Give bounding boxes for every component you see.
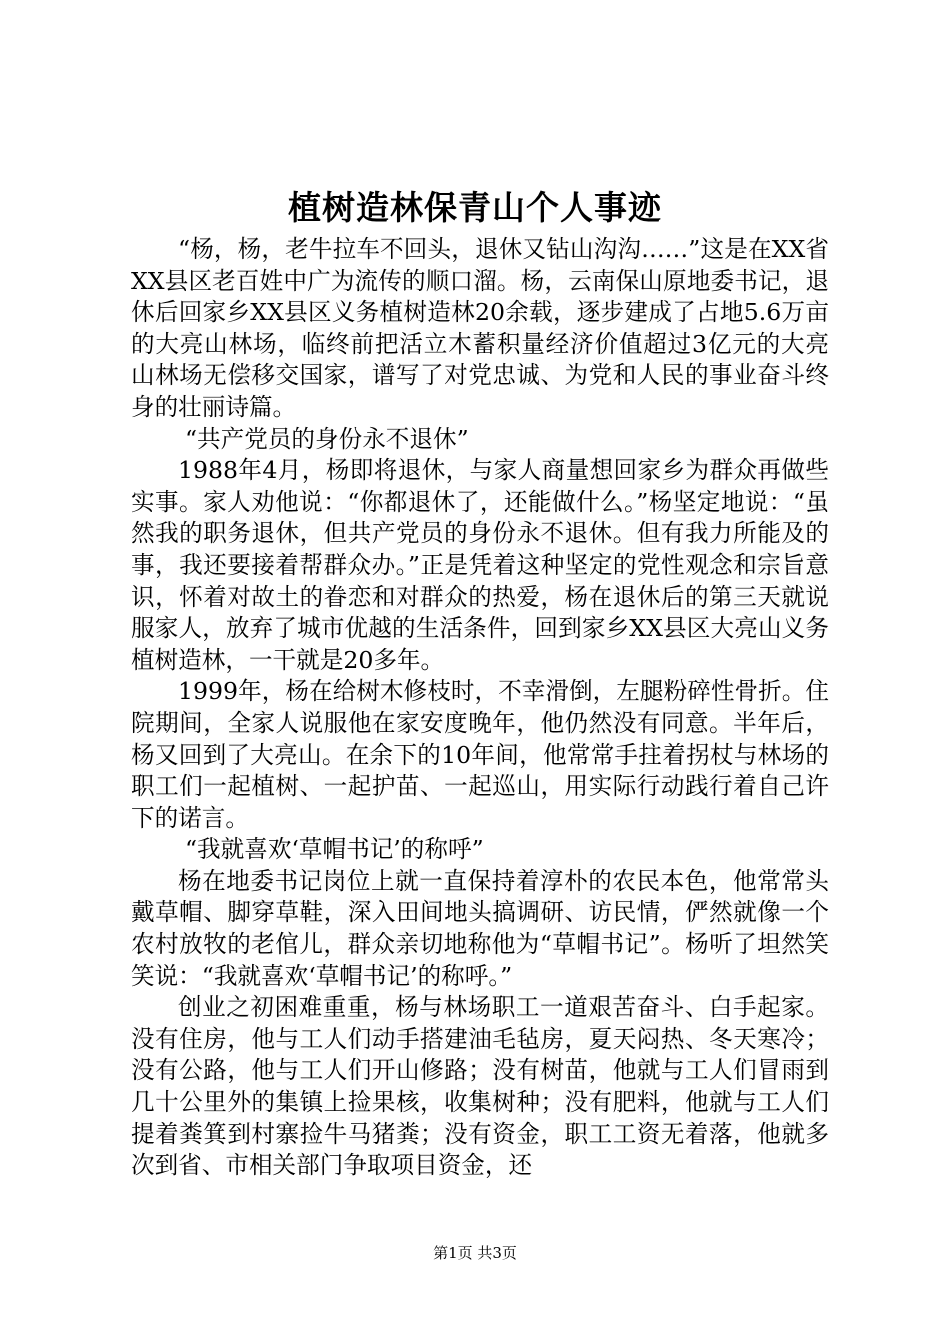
- paragraph-hardship: 创业之初困难重重，杨与林场职工一道艰苦奋斗、白手起家。没有住房，他与工人们动手搭建油毛毡房，夏天闷热、冬天寒冷；没有公路，他与工人们开山修路；没有树苗，他就与工人们冒雨到几十公里外的集镇上捡果核，收集树种；没有肥料，他就与工人们提着粪箕到村寨捡牛马猪粪；没有资金，职工工资无着落，他就多次到省、市相关部门争取项目资金，还: [131, 993, 829, 1180]
- section-heading-party-member: “共产党员的身份永不退休”: [185, 424, 469, 453]
- section-heading-straw-hat: “我就喜欢‘草帽书记’的称呼”: [185, 835, 484, 864]
- paragraph-intro: “杨，杨，老牛拉车不回头，退休又钻山沟沟……”这是在XX省XX县区老百姓中广为流传的顺口溜。杨，云南保山原地委书记，退休后回家乡XX县区义务植树造林20余载，逐步建成了占地5.6万亩的大亮山林场，临终前把活立木蓄积量经济价值超过3亿元的大亮山林场无偿移交国家，谱写了对党忠诚、为党和人民的事业奋斗终身的壮丽诗篇。: [131, 235, 829, 421]
- page-footer: 第1页 共3页: [433, 1244, 517, 1262]
- document-body: [131, 234, 829, 1182]
- paragraph-1999: 1999年，杨在给树木修枝时，不幸滑倒，左腿粉碎性骨折。住院期间，全家人说服他在家安度晚年，他仍然没有同意。半年后，杨又回到了大亮山。在余下的10年间，他常常手拄着拐杖与林场的职工们一起植树、一起护苗、一起巡山，用实际行动践行着自己许下的诺言。: [131, 677, 829, 832]
- paragraph-straw-hat-secretary: 杨在地委书记岗位上就一直保持着淳朴的农民本色，他常常头戴草帽、脚穿草鞋，深入田间地头搞调研、访民情，俨然就像一个农村放牧的老倌儿，群众亲切地称他为“草帽书记”。杨听了坦然笑笑说：“我就喜欢‘草帽书记’的称呼。”: [131, 866, 829, 990]
- document-title: 植树造林保青山个人事迹: [288, 188, 662, 227]
- paragraph-1988: 1988年4月，杨即将退休，与家人商量想回家乡为群众再做些实事。家人劝他说：“你都退休了，还能做什么。”杨坚定地说：“虽然我的职务退休，但共产党员的身份永不退休。但有我力所能及的事，我还要接着帮群众办。”正是凭着这种坚定的党性观念和宗旨意识，怀着对故土的眷恋和对群众的热爱，杨在退休后的第三天就说服家人，放弃了城市优越的生活条件，回到家乡XX县区大亮山义务植树造林，一干就是20多年。: [131, 456, 829, 674]
